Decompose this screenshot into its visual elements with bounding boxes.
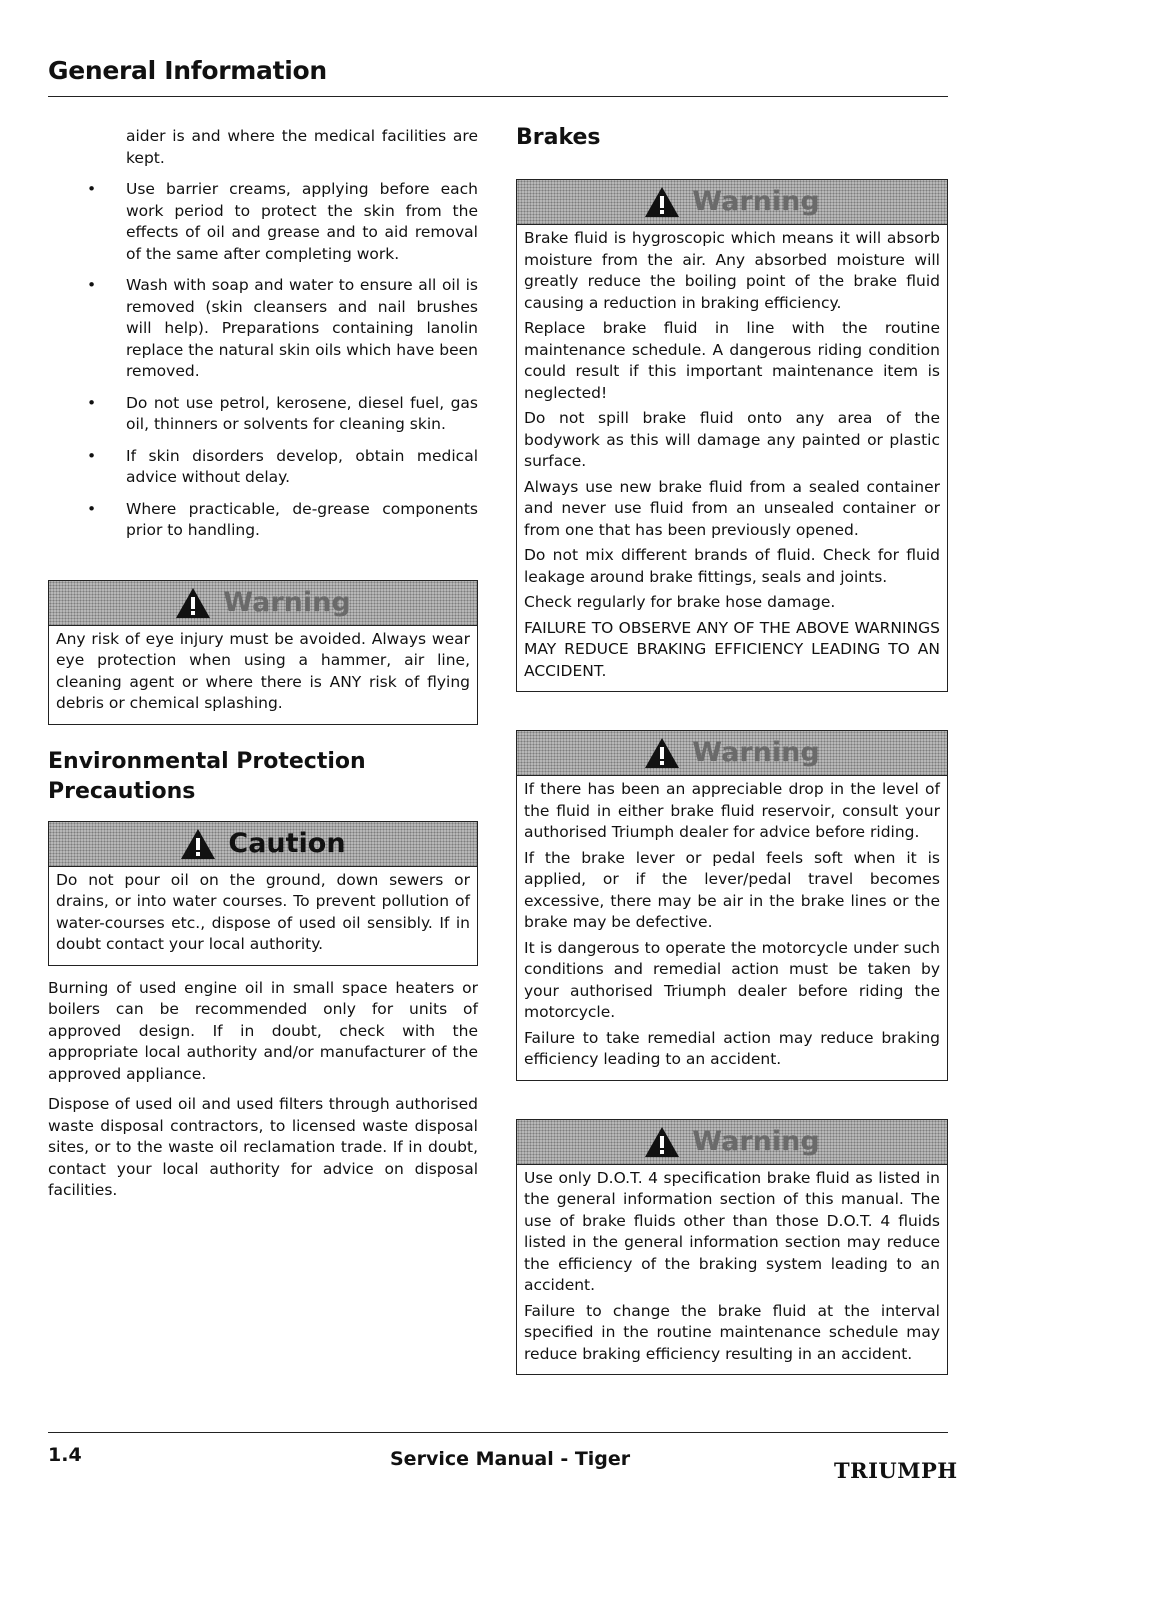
bullet-list bbox=[48, 179, 478, 542]
bullet-marker: • bbox=[87, 499, 97, 518]
warning-body bbox=[49, 626, 477, 724]
warning-text: FAILURE TO OBSERVE ANY OF THE ABOVE WARNINGS MAY REDUCE BRAKING EFFICIENCY LEADING TO AN ACCIDENT. bbox=[524, 618, 940, 680]
dot4-warning-box bbox=[516, 1119, 948, 1376]
brake-fluid-warning-box bbox=[516, 179, 948, 692]
page-title: General Information bbox=[48, 56, 327, 85]
warning-text: Do not mix different brands of fluid. Check for fluid leakage around brake fittings, seals and joints. bbox=[524, 546, 940, 586]
list-item: • Do not use petrol, kerosene, diesel fuel, gas oil, thinners or solvents for cleaning skin. bbox=[87, 393, 478, 433]
warning-triangle-icon bbox=[644, 1126, 680, 1158]
warning-text: Use only D.O.T. 4 specification brake fluid as listed in the general information section of this manual. The use of brake fluids other than those D.O.T. 4 fluids listed in the general information section may reduce the efficiency of the braking system leading to an accident. bbox=[524, 1168, 940, 1294]
caution-body bbox=[49, 867, 477, 965]
list-item: • Use barrier creams, applying before each work period to protect the skin from the effects of oil and grease and to aid removal of the same after completing work. bbox=[87, 180, 478, 263]
warning-text: Failure to take remedial action may reduce braking efficiency leading to an accident. bbox=[524, 1028, 940, 1068]
warning-triangle-icon bbox=[644, 737, 680, 769]
warning-title: Warning bbox=[692, 737, 820, 769]
warning-body bbox=[517, 1165, 947, 1375]
warning-body bbox=[517, 225, 947, 691]
bullet-marker: • bbox=[87, 276, 97, 294]
bullet-marker: • bbox=[87, 393, 97, 412]
right-column bbox=[516, 126, 948, 1375]
section-heading-brakes: Brakes bbox=[516, 125, 601, 150]
warning-text: Brake fluid is hygroscopic which means it will absorb moisture from the air. Any absorbed moisture will greatly reduce the boiling point of the brake fluid causing a reduction in braking efficiency. bbox=[524, 229, 940, 312]
warning-header bbox=[49, 581, 477, 626]
bullet-marker: • bbox=[87, 180, 97, 198]
warning-title: Warning bbox=[223, 586, 351, 618]
bullet-marker: • bbox=[87, 446, 97, 465]
warning-text: Failure to change the brake fluid at the interval specified in the routine maintenance schedule may reduce braking efficiency resulting in an accident. bbox=[524, 1301, 940, 1363]
warning-text: Always use new brake fluid from a sealed container and never use fluid from an unsealed container or from one that has been previously opened. bbox=[524, 477, 940, 539]
warning-triangle-icon bbox=[180, 828, 216, 860]
section-heading-environment: Environmental Protection Precautions bbox=[48, 748, 366, 804]
list-item: • If skin disorders develop, obtain medical advice without delay. bbox=[87, 446, 478, 486]
caution-text: Do not pour oil on the ground, down sewers or drains, or into water courses. To prevent pollution of water-courses etc., dispose of used oil sensibly. If in doubt contact your local authority. bbox=[56, 870, 470, 953]
header-rule bbox=[48, 96, 948, 97]
warning-triangle-icon bbox=[175, 587, 211, 619]
eye-warning-box bbox=[48, 580, 478, 725]
manual-title: Service Manual - Tiger bbox=[390, 1448, 631, 1470]
caution-title: Caution bbox=[228, 827, 346, 859]
warning-text: If there has been an appreciable drop in the level of the fluid in either brake fluid reservoir, consult your authorised Triumph dealer for advice before riding. bbox=[524, 780, 940, 841]
warning-triangle-icon bbox=[644, 186, 680, 218]
list-item: • Wash with soap and water to ensure all oil is removed (skin cleansers and nail brushes will help). Preparations containing lanolin replace the natural skin oils which have been removed. bbox=[87, 276, 478, 380]
warning-text: It is dangerous to operate the motorcycle under such conditions and remedial action must be taken by your authorised Triumph dealer before riding the motorcycle. bbox=[524, 938, 940, 1021]
warning-title: Warning bbox=[692, 186, 820, 218]
paragraph: Dispose of used oil and used filters through authorised waste disposal contractors, to licensed waste disposal sites, or to the waste oil reclamation trade. If in doubt, contact your local authority for advice on disposal facilities. bbox=[48, 1095, 478, 1199]
brand-logo: TRIUMPH bbox=[834, 1458, 958, 1483]
footer-rule bbox=[48, 1432, 948, 1433]
warning-body bbox=[517, 776, 947, 1080]
bullet-continuation: aider is and where the medical facilities are kept. bbox=[126, 127, 478, 167]
caution-header bbox=[49, 822, 477, 867]
warning-text: Check regularly for brake hose damage. bbox=[524, 593, 836, 611]
page-number: 1.4 bbox=[48, 1444, 82, 1466]
warning-text: Any risk of eye injury must be avoided. Always wear eye protection when using a hammer, air line, cleaning agent or where there is ANY risk of flying debris or chemical splashing. bbox=[56, 629, 470, 712]
list-item: • Where practicable, de-grease components prior to handling. bbox=[87, 499, 478, 539]
warning-header bbox=[517, 1120, 947, 1165]
warning-title: Warning bbox=[692, 1125, 820, 1157]
warning-text: Replace brake fluid in line with the routine maintenance schedule. A dangerous riding condition could result if this important maintenance item is neglected! bbox=[524, 319, 940, 402]
fluid-level-warning-box bbox=[516, 730, 948, 1081]
paragraph: Burning of used engine oil in small space heaters or boilers can be recommended only for units of approved design. If in doubt, check with the appropriate local authority and/or manufacturer of the approved appliance. bbox=[48, 978, 478, 1083]
warning-header bbox=[517, 180, 947, 225]
left-column bbox=[48, 126, 478, 1211]
environment-caution-box bbox=[48, 821, 478, 966]
warning-text: Do not spill brake fluid onto any area of the bodywork as this will damage any painted or plastic surface. bbox=[524, 409, 940, 470]
warning-text: If the brake lever or pedal feels soft when it is applied, or if the lever/pedal travel becomes excessive, there may be air in the brake lines or the brake may be defective. bbox=[524, 848, 940, 931]
warning-header bbox=[517, 731, 947, 776]
body-paragraphs bbox=[48, 978, 478, 1202]
